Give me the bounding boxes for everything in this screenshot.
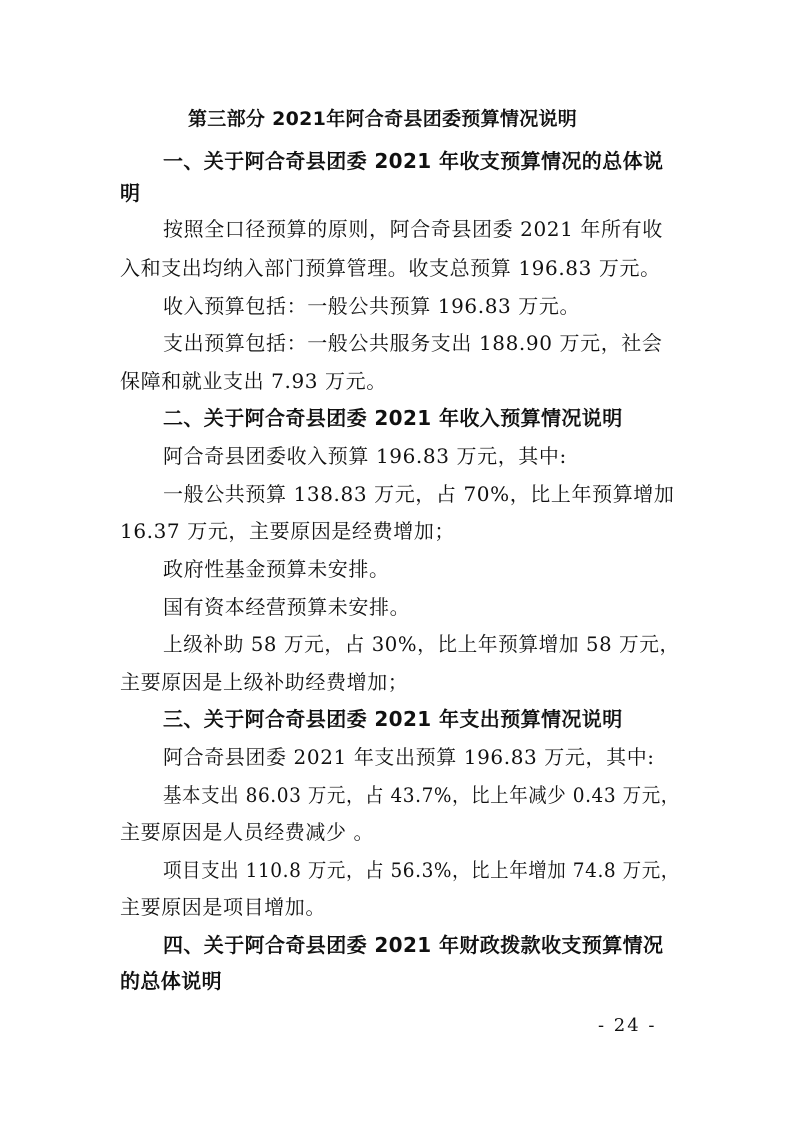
- paragraph-line: 保障和就业支出 7.93 万元。: [120, 369, 387, 393]
- paragraph-line: 入和支出均纳入部门预算管理。收支总预算 196.83 万元。: [120, 256, 661, 280]
- paragraph-line: 主要原因是项目增加。: [120, 895, 326, 919]
- section-1-heading-line-1: 一、关于阿合奇县团委 2021 年收支预算情况的总体说: [163, 149, 664, 173]
- paragraph-line: 基本支出 86.03 万元，占 43.7%，比上年减少 0.43 万元，: [163, 783, 680, 807]
- paragraph-line: 项目支出 110.8 万元，占 56.3%，比上年增加 74.8 万元，: [163, 858, 680, 882]
- section-1-heading-line-2: 明: [120, 181, 141, 205]
- page-title: 第三部分 2021年阿合奇县团委预算情况说明: [188, 108, 578, 130]
- paragraph-line: 支出预算包括：一般公共服务支出 188.90 万元，社会: [163, 331, 663, 355]
- paragraph-line: 政府性基金预算未安排。: [163, 557, 390, 581]
- paragraph-line: 一般公共预算 138.83 万元，占 70%，比上年预算增加: [163, 482, 675, 506]
- paragraph-line: 上级补助 58 万元，占 30%，比上年预算增加 58 万元，: [163, 632, 680, 656]
- section-3-heading: 三、关于阿合奇县团委 2021 年支出预算情况说明: [163, 707, 623, 731]
- paragraph-line: 按照全口径预算的原则，阿合奇县团委 2021 年所有收: [163, 217, 663, 241]
- paragraph-line: 阿合奇县团委 2021 年支出预算 196.83 万元，其中:: [163, 745, 655, 769]
- paragraph-line: 主要原因是人员经费减少 。: [120, 820, 375, 844]
- paragraph-line: 国有资本经营预算未安排。: [163, 595, 411, 619]
- paragraph-line: 阿合奇县团委收入预算 196.83 万元，其中:: [163, 444, 567, 468]
- section-4-heading-line-2: 的总体说明: [120, 969, 222, 993]
- paragraph-line: 16.37 万元，主要原因是经费增加；: [120, 519, 456, 543]
- section-4-heading-line-1: 四、关于阿合奇县团委 2021 年财政拨款收支预算情况: [163, 933, 664, 957]
- section-2-heading: 二、关于阿合奇县团委 2021 年收入预算情况说明: [163, 406, 623, 430]
- paragraph-line: 收入预算包括：一般公共预算 196.83 万元。: [163, 294, 581, 318]
- paragraph-line: 主要原因是上级补助经费增加；: [120, 670, 409, 694]
- page-number: - 24 -: [598, 1015, 657, 1036]
